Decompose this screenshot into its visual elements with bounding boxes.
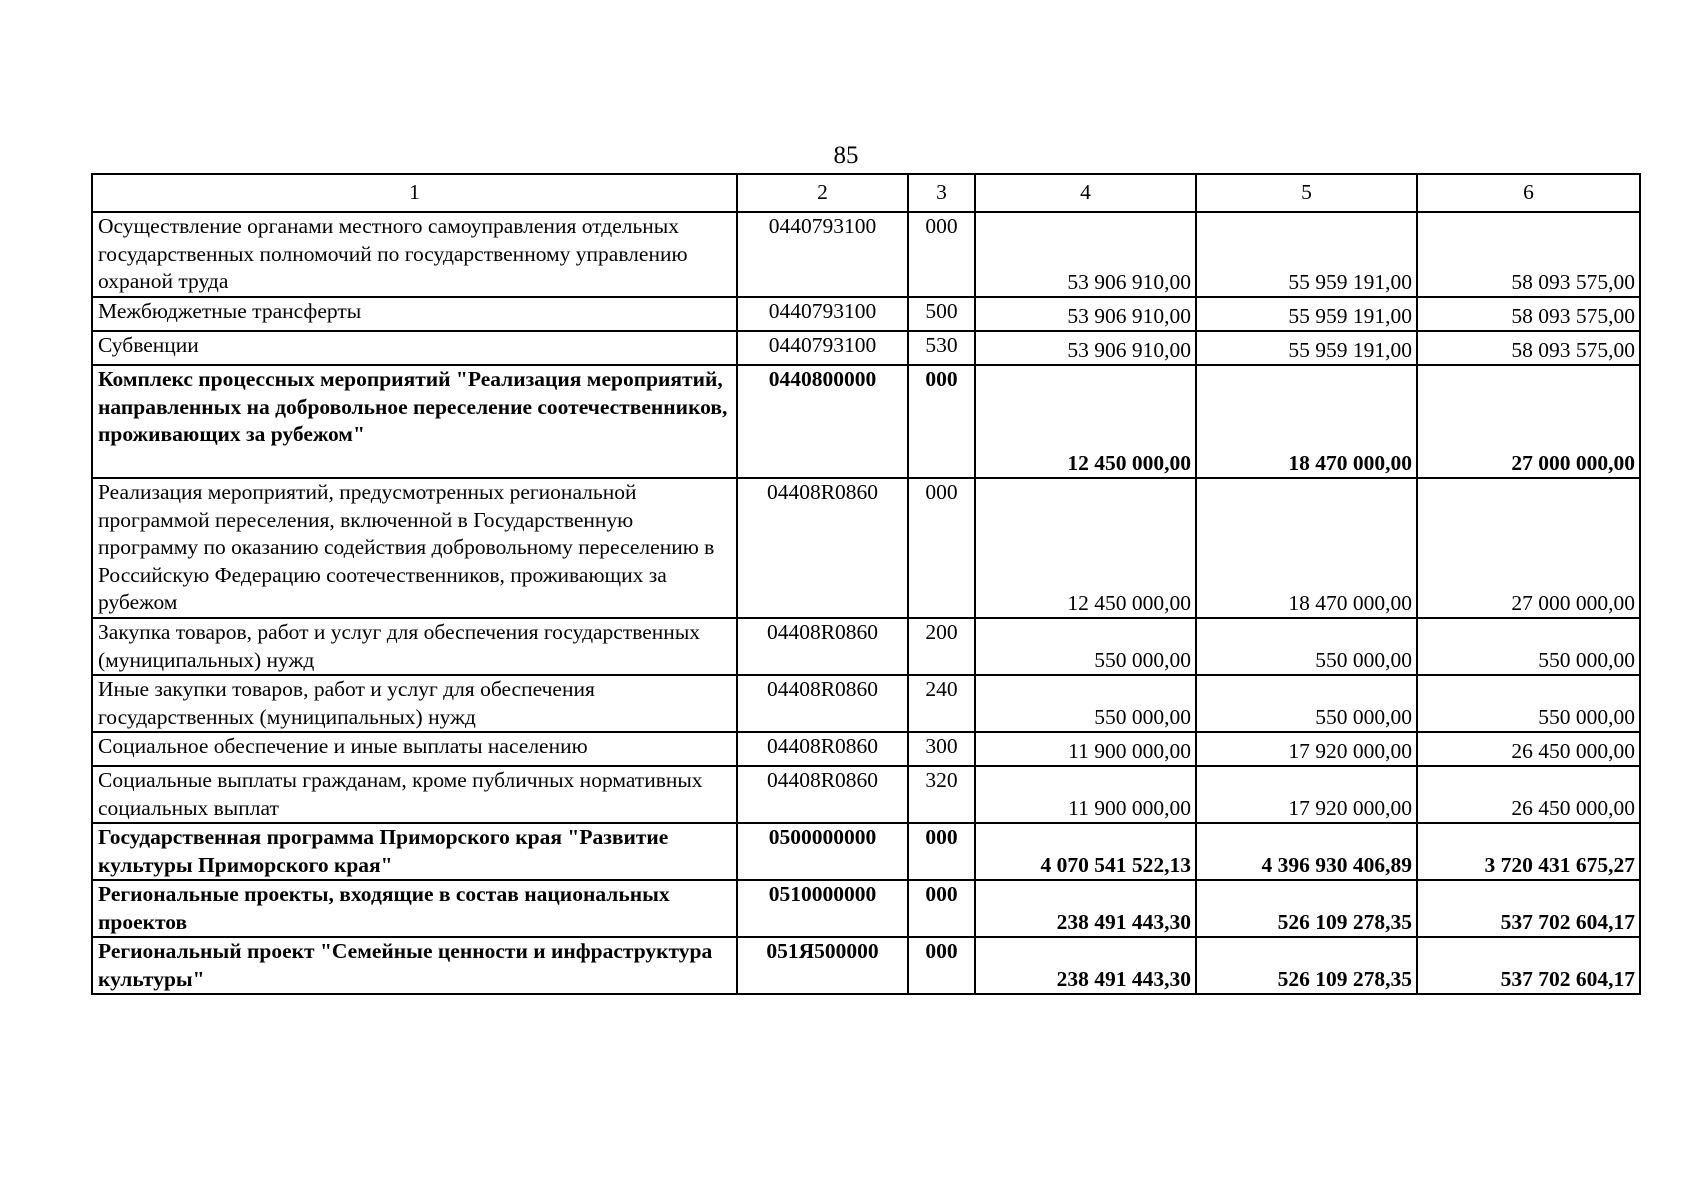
row-kvr-cell: 000 xyxy=(908,478,975,618)
table-row xyxy=(92,331,1640,365)
budget-table xyxy=(91,173,1641,995)
column-header-1: 1 xyxy=(92,174,737,212)
row-value-col6: 26 450 000,00 xyxy=(1417,732,1640,766)
row-name-cell: Осуществление органами местного самоуправления отдельных государственных полномочий по государственному управлению охраной труда xyxy=(92,212,737,297)
row-value-col4: 550 000,00 xyxy=(975,618,1196,675)
row-value-col6: 550 000,00 xyxy=(1417,618,1640,675)
row-value-col6: 58 093 575,00 xyxy=(1417,297,1640,331)
table-row xyxy=(92,675,1640,732)
row-value-col4: 53 906 910,00 xyxy=(975,297,1196,331)
row-value-col5: 55 959 191,00 xyxy=(1196,331,1417,365)
row-value-col5: 550 000,00 xyxy=(1196,675,1417,732)
column-header-3: 3 xyxy=(908,174,975,212)
row-value-col5: 18 470 000,00 xyxy=(1196,478,1417,618)
table-row xyxy=(92,823,1640,880)
column-header-6: 6 xyxy=(1417,174,1640,212)
row-name-cell: Социальное обеспечение и иные выплаты населению xyxy=(92,732,737,766)
row-kvr-cell: 000 xyxy=(908,212,975,297)
row-value-col4: 12 450 000,00 xyxy=(975,478,1196,618)
row-value-col6: 58 093 575,00 xyxy=(1417,212,1640,297)
row-value-col4: 4 070 541 522,13 xyxy=(975,823,1196,880)
row-value-col5: 18 470 000,00 xyxy=(1196,365,1417,478)
row-code-cell: 0440793100 xyxy=(737,331,908,365)
row-value-col5: 55 959 191,00 xyxy=(1196,297,1417,331)
row-value-col5: 526 109 278,35 xyxy=(1196,880,1417,937)
row-name-cell: Региональный проект "Семейные ценности и инфраструктура культуры" xyxy=(92,937,737,994)
table-row xyxy=(92,365,1640,478)
row-name-cell: Комплекс процессных мероприятий "Реализация мероприятий, направленных на добровольное переселение соотечественников, проживающих за рубежом" xyxy=(92,365,737,478)
row-kvr-cell: 000 xyxy=(908,823,975,880)
row-value-col6: 3 720 431 675,27 xyxy=(1417,823,1640,880)
row-value-col6: 550 000,00 xyxy=(1417,675,1640,732)
row-name-cell: Межбюджетные трансферты xyxy=(92,297,737,331)
row-code-cell: 0440793100 xyxy=(737,212,908,297)
row-code-cell: 04408R0860 xyxy=(737,618,908,675)
row-value-col4: 12 450 000,00 xyxy=(975,365,1196,478)
row-value-col4: 238 491 443,30 xyxy=(975,937,1196,994)
row-value-col4: 11 900 000,00 xyxy=(975,766,1196,823)
row-kvr-cell: 300 xyxy=(908,732,975,766)
table-row xyxy=(92,880,1640,937)
table-row xyxy=(92,732,1640,766)
row-value-col5: 526 109 278,35 xyxy=(1196,937,1417,994)
row-value-col5: 17 920 000,00 xyxy=(1196,732,1417,766)
table-body xyxy=(92,212,1640,994)
row-kvr-cell: 240 xyxy=(908,675,975,732)
row-name-cell: Субвенции xyxy=(92,331,737,365)
header-row xyxy=(92,174,1640,212)
row-code-cell: 04408R0860 xyxy=(737,675,908,732)
column-header-2: 2 xyxy=(737,174,908,212)
row-name-cell: Социальные выплаты гражданам, кроме публичных нормативных социальных выплат xyxy=(92,766,737,823)
row-value-col4: 238 491 443,30 xyxy=(975,880,1196,937)
row-value-col5: 17 920 000,00 xyxy=(1196,766,1417,823)
row-name-cell: Государственная программа Приморского края "Развитие культуры Приморского края" xyxy=(92,823,737,880)
row-value-col6: 27 000 000,00 xyxy=(1417,365,1640,478)
row-kvr-cell: 530 xyxy=(908,331,975,365)
row-code-cell: 04408R0860 xyxy=(737,732,908,766)
table-row xyxy=(92,297,1640,331)
table-row xyxy=(92,618,1640,675)
row-value-col4: 53 906 910,00 xyxy=(975,212,1196,297)
row-value-col5: 4 396 930 406,89 xyxy=(1196,823,1417,880)
row-code-cell: 0500000000 xyxy=(737,823,908,880)
row-value-col5: 550 000,00 xyxy=(1196,618,1417,675)
row-kvr-cell: 000 xyxy=(908,365,975,478)
row-value-col6: 26 450 000,00 xyxy=(1417,766,1640,823)
row-code-cell: 04408R0860 xyxy=(737,478,908,618)
column-header-4: 4 xyxy=(975,174,1196,212)
table-row xyxy=(92,937,1640,994)
column-header-5: 5 xyxy=(1196,174,1417,212)
row-kvr-cell: 200 xyxy=(908,618,975,675)
table-row xyxy=(92,478,1640,618)
row-value-col6: 58 093 575,00 xyxy=(1417,331,1640,365)
row-code-cell: 0510000000 xyxy=(737,880,908,937)
row-kvr-cell: 500 xyxy=(908,297,975,331)
row-code-cell: 04408R0860 xyxy=(737,766,908,823)
row-value-col6: 537 702 604,17 xyxy=(1417,880,1640,937)
row-name-cell: Закупка товаров, работ и услуг для обеспечения государственных (муниципальных) нужд xyxy=(92,618,737,675)
row-name-cell: Иные закупки товаров, работ и услуг для обеспечения государственных (муниципальных) нужд xyxy=(92,675,737,732)
row-code-cell: 0440793100 xyxy=(737,297,908,331)
page-number: 85 xyxy=(833,142,859,169)
row-code-cell: 051Я500000 xyxy=(737,937,908,994)
row-name-cell: Региональные проекты, входящие в состав национальных проектов xyxy=(92,880,737,937)
row-value-col6: 537 702 604,17 xyxy=(1417,937,1640,994)
row-value-col6: 27 000 000,00 xyxy=(1417,478,1640,618)
row-value-col4: 550 000,00 xyxy=(975,675,1196,732)
table-row xyxy=(92,212,1640,297)
row-kvr-cell: 320 xyxy=(908,766,975,823)
row-kvr-cell: 000 xyxy=(908,937,975,994)
table-row xyxy=(92,766,1640,823)
row-kvr-cell: 000 xyxy=(908,880,975,937)
row-value-col4: 53 906 910,00 xyxy=(975,331,1196,365)
row-name-cell: Реализация мероприятий, предусмотренных региональной программой переселения, включенной в Государственную программу по оказанию содействия добровольному переселению в Российскую Федерацию соотечественников, проживающих за рубежом xyxy=(92,478,737,618)
row-code-cell: 0440800000 xyxy=(737,365,908,478)
row-value-col4: 11 900 000,00 xyxy=(975,732,1196,766)
row-value-col5: 55 959 191,00 xyxy=(1196,212,1417,297)
